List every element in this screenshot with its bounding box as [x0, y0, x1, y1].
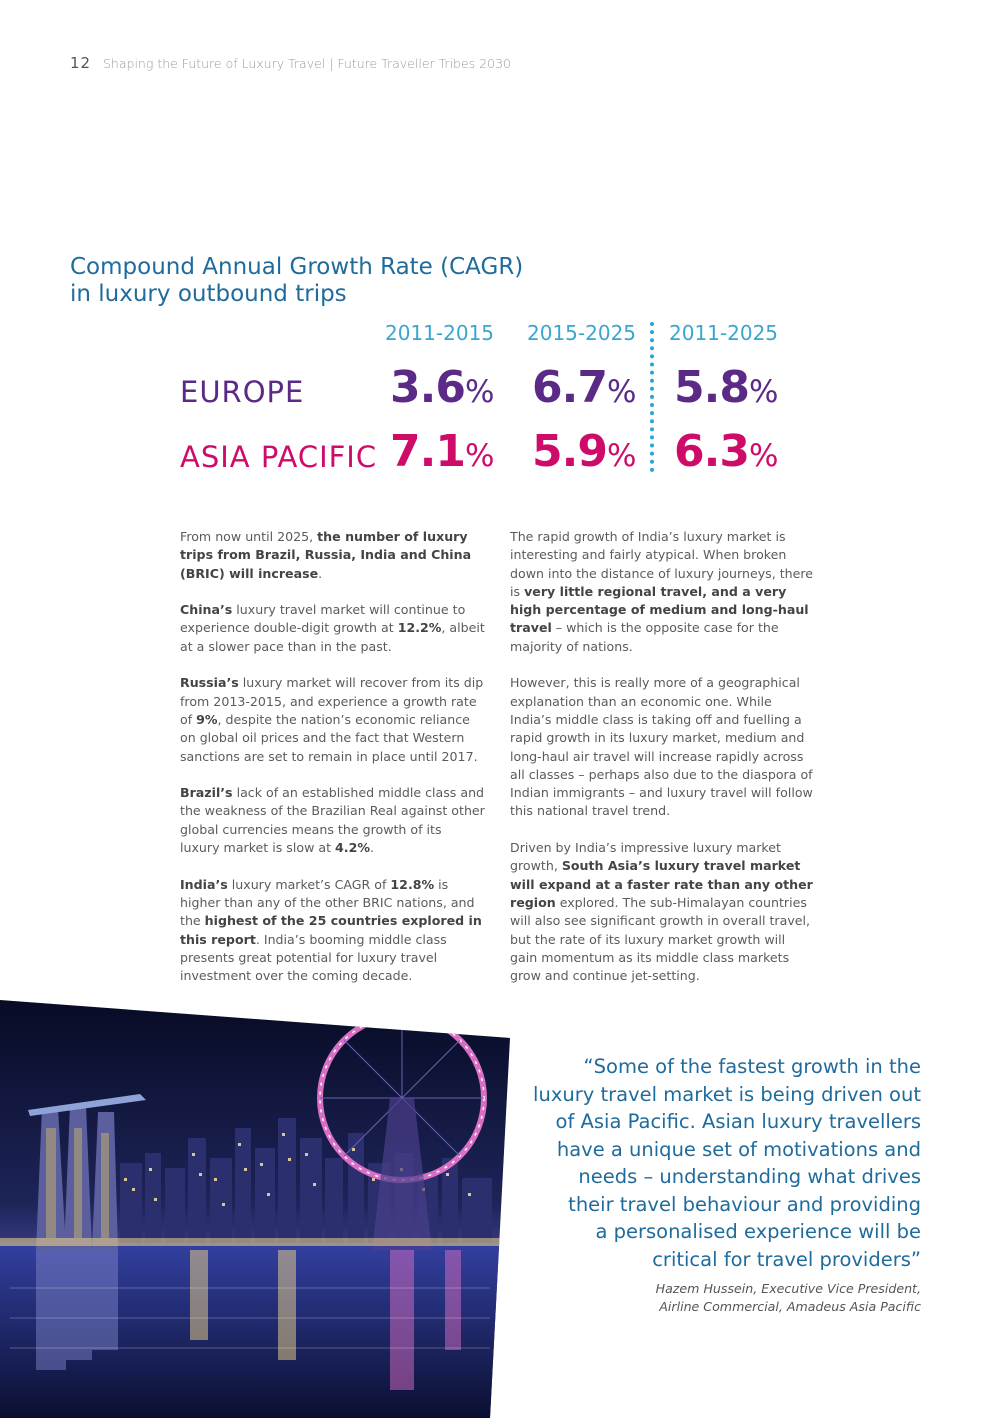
section-title	[70, 254, 523, 308]
quote-line: critical for travel providers”	[652, 1247, 921, 1271]
paragraph: Russia’s luxury market will recover from its dip from 2013-2015, and experience a growth rate of 9%, despite the nation’s economic reliance on global oil prices and the fact that Western sanctions are set to remain in place until 2017.	[180, 675, 484, 764]
running-title: Shaping the Future of Luxury Travel | Future Traveller Tribes 2030	[103, 56, 511, 71]
quote-line: luxury travel market is being driven out	[533, 1082, 921, 1106]
page-number: 12	[70, 54, 92, 72]
attribution-line: Hazem Hussein, Executive Vice President,	[655, 1281, 921, 1296]
quote-attribution	[560, 1280, 921, 1316]
section-title-line2: in luxury outbound trips	[70, 281, 347, 307]
quote-line: a personalised experience will be	[595, 1220, 921, 1243]
cagr-value: 5.8%	[674, 362, 779, 413]
paragraph: The rapid growth of India’s luxury market is interesting and fairly atypical. When broken down into the distance of luxury journeys, there is very little regional travel, and a very high percentage of medium and long-haul travel – which is the opposite case for the majority of nations.	[510, 529, 814, 654]
cagr-value: 7.1%	[390, 426, 495, 477]
period-header: 2015-2025	[527, 321, 637, 345]
paragraph: Driven by India’s impressive luxury market growth, South Asia’s luxury travel market will expand at a faster rate than any other region explored. The sub-Himalayan countries will also see significant growth in overall travel, but the rate of its luxury market growth will gain momentum as its middle class markets grow and continue jet-setting.	[510, 840, 813, 984]
quote-line: their travel behaviour and providing	[568, 1192, 921, 1216]
singapore-skyline-photo	[0, 988, 520, 1418]
body-column-left	[180, 528, 485, 1004]
quote-line: needs – understanding what drives	[578, 1165, 921, 1188]
quote-line: of Asia Pacific. Asian luxury travellers	[555, 1110, 921, 1133]
paragraph: However, this is really more of a geographical explanation than an economic one. While India’s middle class is taking off and fuelling a rapid growth in its luxury market, medium and long-haul air travel will increase rapidly across all classes – perhaps also due to the diaspora of Indian immigrants – and luxury travel will follow this national travel trend.	[510, 675, 813, 819]
cagr-value: 3.6%	[390, 362, 495, 413]
cagr-value: 6.3%	[674, 426, 779, 477]
section-title-line1: Compound Annual Growth Rate (CAGR)	[70, 254, 524, 280]
paragraph: China’s luxury travel market will continue to experience double-digit growth at 12.2%, albeit at a slower pace than in the past.	[180, 602, 485, 654]
quote-line: “Some of the fastest growth in the	[583, 1055, 921, 1078]
period-header: 2011-2025	[669, 321, 779, 345]
paragraph: India’s luxury market’s CAGR of 12.8% is higher than any of the other BRIC nations, and the highest of the 25 countries explored in this report. India’s booming middle class presents great potential for luxury travel investment over the coming decade.	[180, 876, 482, 984]
cagr-value: 5.9%	[532, 426, 637, 477]
paragraph: From now until 2025, the number of luxury trips from Brazil, Russia, India and China (BRIC) will increase.	[180, 529, 472, 581]
period-header: 2011-2015	[385, 321, 495, 345]
region-label-europe: EUROPE	[180, 375, 305, 409]
region-label-asia-pacific: ASIA PACIFIC	[180, 440, 378, 474]
body-column-right	[510, 528, 815, 1004]
paragraph: Brazil’s lack of an established middle class and the weakness of the Brazilian Real against other global currencies means the growth of its luxury market is slow at 4.2%.	[180, 785, 485, 856]
cagr-value: 6.7%	[532, 362, 637, 413]
dotted-divider	[650, 322, 654, 472]
attribution-line: Airline Commercial, Amadeus Asia Pacific	[659, 1299, 921, 1314]
pull-quote	[515, 1053, 921, 1273]
quote-line: have a unique set of motivations and	[556, 1137, 921, 1161]
